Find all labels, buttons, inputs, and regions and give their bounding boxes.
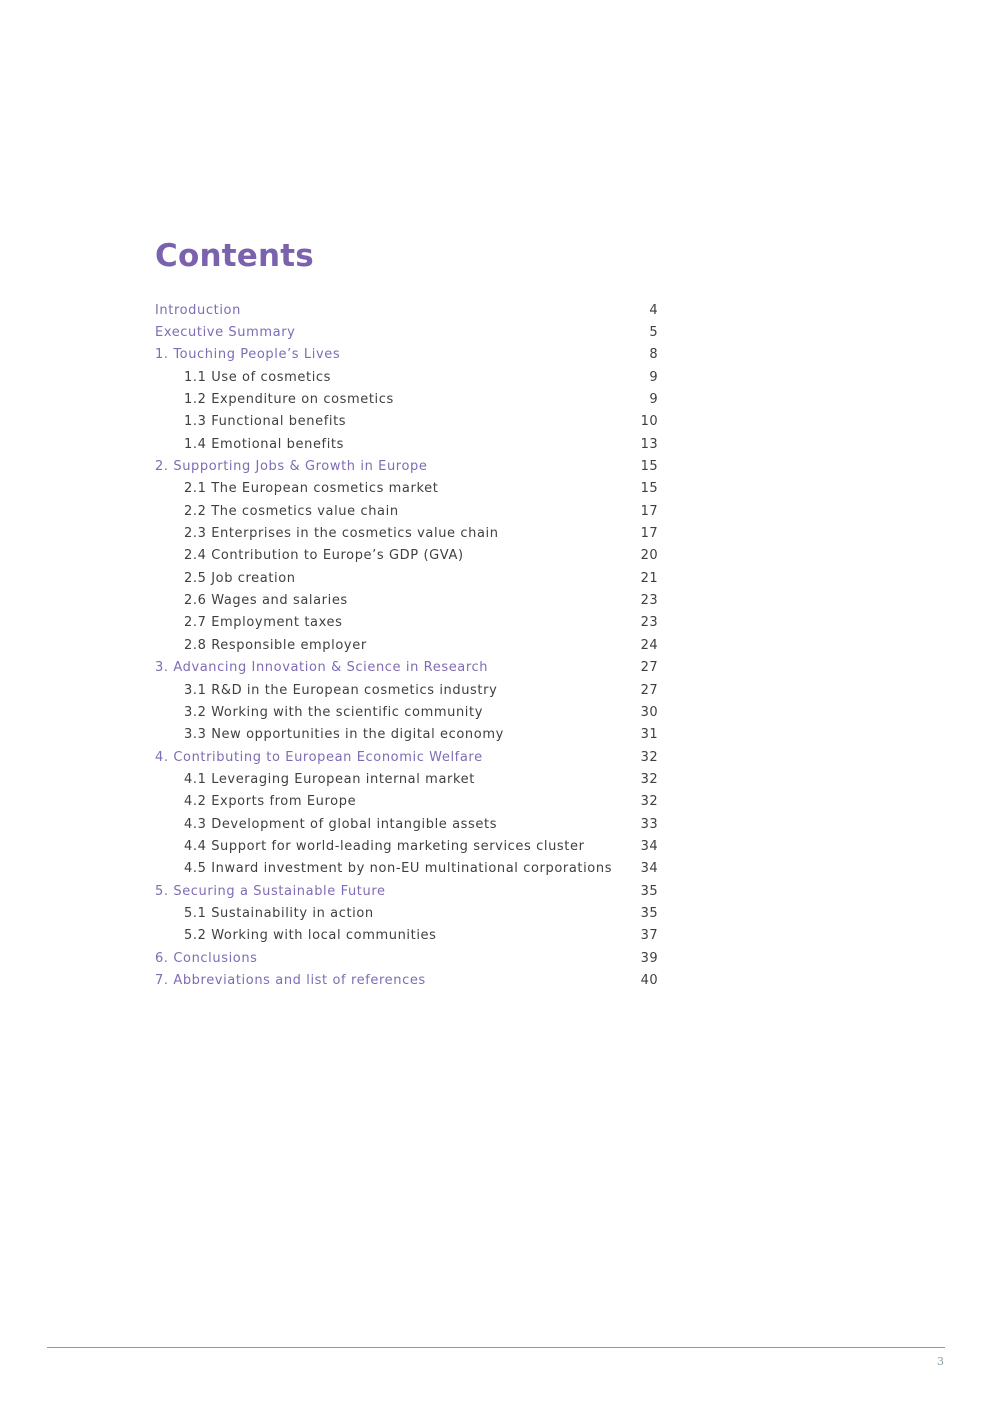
toc-entry-page-number: 23 <box>640 593 658 609</box>
footer-page-number: 3 <box>937 1355 944 1368</box>
toc-entry-page-number: 8 <box>649 347 658 363</box>
toc-subsection-entry[interactable] <box>155 701 658 723</box>
toc-entry-page-number: 32 <box>640 771 658 787</box>
toc-subsection-entry[interactable] <box>155 433 658 455</box>
toc-entry-label: 2.3 Enterprises in the cosmetics value chain <box>184 526 499 542</box>
toc-entry-page-number: 27 <box>640 660 658 676</box>
toc-entry-label: Introduction <box>155 302 241 318</box>
toc-entry-page-number: 21 <box>640 570 658 586</box>
toc-entry-label: 2.8 Responsible employer <box>184 637 367 653</box>
toc-entry-label: 4.1 Leveraging European internal market <box>184 771 475 787</box>
toc-section-entry[interactable] <box>155 455 658 477</box>
toc-entry-label: 1. Touching People’s Lives <box>155 347 341 363</box>
footer-divider <box>47 1347 945 1348</box>
toc-subsection-entry[interactable] <box>155 478 658 500</box>
toc-entry-page-number: 15 <box>640 459 658 475</box>
toc-entry-label: 2.1 The European cosmetics market <box>184 481 439 497</box>
toc-subsection-entry[interactable] <box>155 366 658 388</box>
toc-entry-page-number: 24 <box>640 637 658 653</box>
toc-entry-label: 3.2 Working with the scientific community <box>184 704 483 720</box>
toc-entry-page-number: 17 <box>640 526 658 542</box>
toc-section-entry[interactable] <box>155 344 658 366</box>
toc-entry-page-number: 17 <box>640 503 658 519</box>
toc-entry-page-number: 30 <box>640 704 658 720</box>
toc-section-entry[interactable] <box>155 746 658 768</box>
toc-section-entry[interactable] <box>155 880 658 902</box>
toc-entry-label: 4.3 Development of global intangible assets <box>184 816 498 832</box>
toc-entry-label: 2.7 Employment taxes <box>184 615 343 631</box>
toc-section-entry[interactable] <box>155 947 658 969</box>
toc-entry-page-number: 32 <box>640 749 658 765</box>
toc-entry-label: 2.4 Contribution to Europe’s GDP (GVA) <box>184 548 464 564</box>
toc-subsection-entry[interactable] <box>155 522 658 544</box>
toc-entry-page-number: 23 <box>640 615 658 631</box>
toc-entry-label: 3.1 R&D in the European cosmetics industry <box>184 682 498 698</box>
toc-entry-page-number: 33 <box>640 816 658 832</box>
toc-entry-label: 1.1 Use of cosmetics <box>184 369 332 385</box>
toc-subsection-entry[interactable] <box>155 567 658 589</box>
toc-entry-page-number: 35 <box>640 883 658 899</box>
toc-subsection-entry[interactable] <box>155 835 658 857</box>
toc-entry-label: 1.4 Emotional benefits <box>184 436 344 452</box>
toc-entry-page-number: 27 <box>640 682 658 698</box>
toc-subsection-entry[interactable] <box>155 634 658 656</box>
toc-subsection-entry[interactable] <box>155 545 658 567</box>
toc-entry-page-number: 40 <box>640 972 658 988</box>
toc-entry-label: 5. Securing a Sustainable Future <box>155 883 386 899</box>
toc-subsection-entry[interactable] <box>155 791 658 813</box>
toc-entry-page-number: 4 <box>649 302 658 318</box>
toc-entry-label: 1.3 Functional benefits <box>184 414 347 430</box>
toc-subsection-entry[interactable] <box>155 858 658 880</box>
toc-entry-page-number: 32 <box>640 794 658 810</box>
toc-entry-label: 7. Abbreviations and list of references <box>155 972 426 988</box>
toc-section-entry[interactable] <box>155 321 658 343</box>
toc-subsection-entry[interactable] <box>155 724 658 746</box>
toc-entry-label: 5.2 Working with local communities <box>184 928 437 944</box>
toc-section-entry[interactable] <box>155 657 658 679</box>
toc-entry-page-number: 9 <box>649 392 658 408</box>
toc-entry-label: 2. Supporting Jobs & Growth in Europe <box>155 459 428 475</box>
toc-entry-label: 2.6 Wages and salaries <box>184 593 348 609</box>
toc-entry-label: 3. Advancing Innovation & Science in Research <box>155 660 489 676</box>
toc-entry-label: 4.5 Inward investment by non-EU multinational corporations <box>184 861 613 877</box>
toc-entry-page-number: 37 <box>640 928 658 944</box>
toc-entry-label: 4. Contributing to European Economic Welfare <box>155 749 483 765</box>
toc-section-entry[interactable] <box>155 299 658 321</box>
toc-subsection-entry[interactable] <box>155 388 658 410</box>
toc-subsection-entry[interactable] <box>155 813 658 835</box>
toc-entry-label: 4.4 Support for world-leading marketing services cluster <box>184 838 585 854</box>
toc-subsection-entry[interactable] <box>155 612 658 634</box>
toc-entry-page-number: 35 <box>640 905 658 921</box>
toc-entry-page-number: 15 <box>640 481 658 497</box>
toc-entry-page-number: 5 <box>649 325 658 341</box>
toc-entry-label: Executive Summary <box>155 325 296 341</box>
toc-subsection-entry[interactable] <box>155 925 658 947</box>
table-of-contents <box>155 299 658 992</box>
toc-entry-page-number: 34 <box>640 861 658 877</box>
page-title: Contents <box>155 238 314 274</box>
toc-entry-label: 5.1 Sustainability in action <box>184 905 374 921</box>
toc-entry-label: 4.2 Exports from Europe <box>184 794 357 810</box>
toc-subsection-entry[interactable] <box>155 589 658 611</box>
toc-entry-page-number: 39 <box>640 950 658 966</box>
toc-subsection-entry[interactable] <box>155 679 658 701</box>
toc-entry-page-number: 20 <box>640 548 658 564</box>
toc-entry-page-number: 10 <box>640 414 658 430</box>
toc-subsection-entry[interactable] <box>155 500 658 522</box>
toc-entry-label: 1.2 Expenditure on cosmetics <box>184 392 394 408</box>
toc-section-entry[interactable] <box>155 969 658 991</box>
toc-entry-label: 6. Conclusions <box>155 950 258 966</box>
toc-subsection-entry[interactable] <box>155 411 658 433</box>
toc-entry-label: 3.3 New opportunities in the digital economy <box>184 727 504 743</box>
toc-subsection-entry[interactable] <box>155 768 658 790</box>
toc-entry-page-number: 34 <box>640 838 658 854</box>
toc-entry-page-number: 9 <box>649 369 658 385</box>
toc-entry-page-number: 13 <box>640 436 658 452</box>
toc-subsection-entry[interactable] <box>155 902 658 924</box>
toc-entry-label: 2.2 The cosmetics value chain <box>184 503 399 519</box>
toc-entry-label: 2.5 Job creation <box>184 570 296 586</box>
toc-entry-page-number: 31 <box>640 727 658 743</box>
